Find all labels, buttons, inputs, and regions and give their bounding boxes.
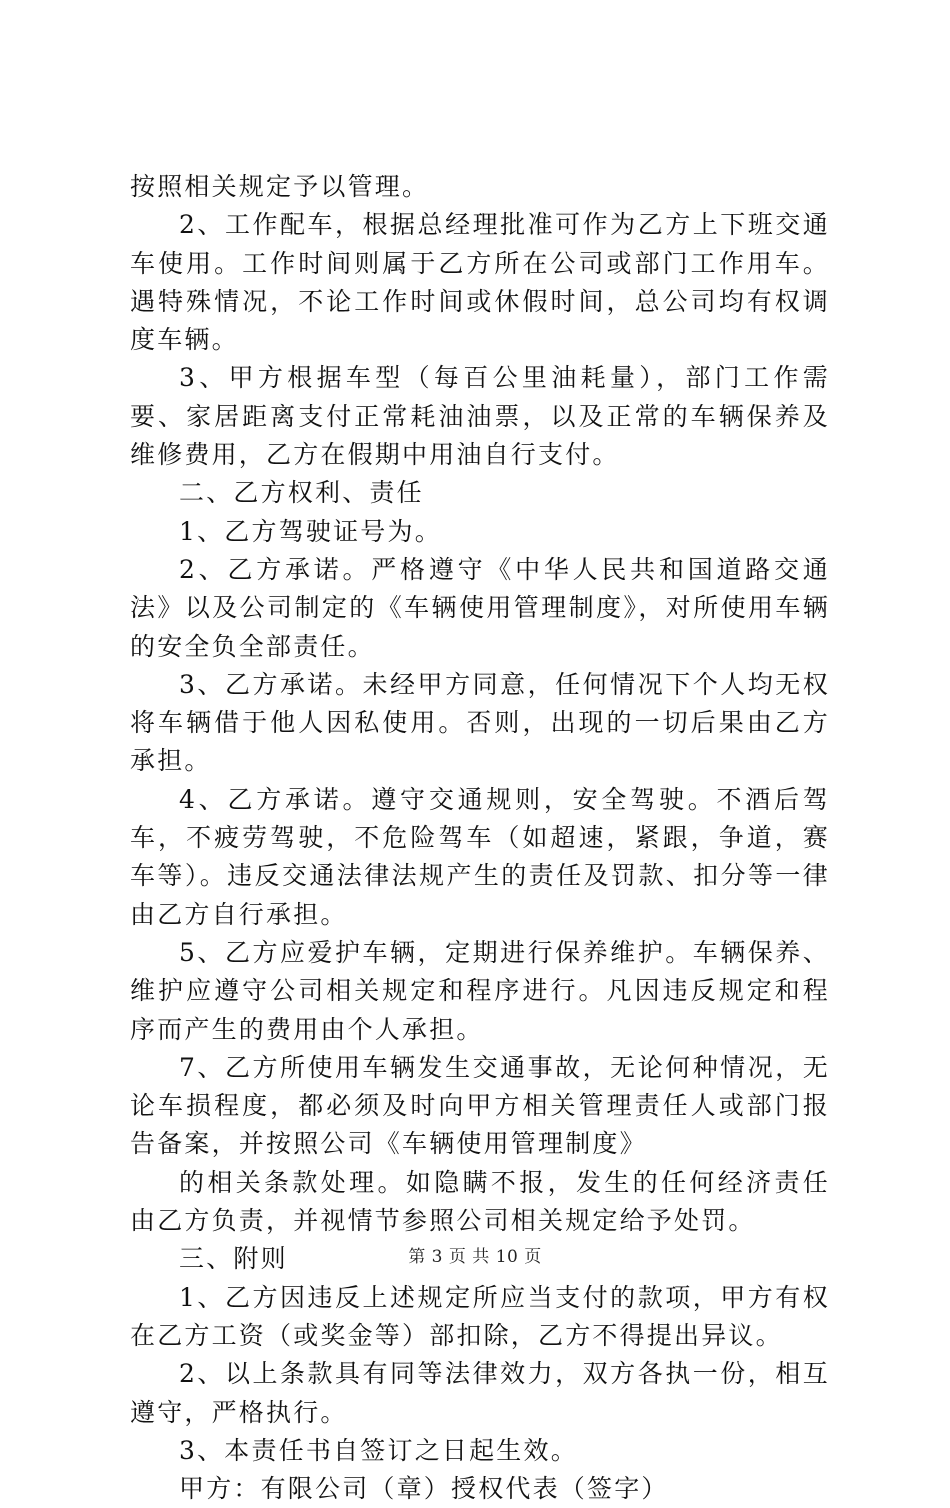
paragraph-b-clause-7-accidents: 7、乙方所使用车辆发生交通事故，无论何种情况，无论车损程度，都必须及时向甲方相关管理责任人或部门报告备案，并按照公司《车辆使用管理制度》 [130, 1052, 830, 1159]
signature-line-party-a: 甲方：有限公司（章）授权代表（签字） [179, 1474, 669, 1504]
paragraph-clause-2-vehicle-allocation: 2、工作配车，根据总经理批准可作为乙方上下班交通车使用。工作时间则属于乙方所在公司或部门工作用车。遇特殊情况，不论工作时间或休假时间，总公司均有权调度车辆。 [130, 210, 830, 355]
paragraph-b-clause-7-continued: 的相关条款处理。如隐瞒不报，发生的任何经济责任由乙方负责，并视情节参照公司相关规定给予处罚。 [130, 1167, 830, 1236]
paragraph-continuation: 按照相关规定予以管理。 [130, 172, 430, 201]
paragraph-b-clause-3-no-lending: 3、乙方承诺。未经甲方同意，任何情况下个人均无权将车辆借于他人因私使用。否则，出现的一切后果由乙方承担。 [130, 669, 830, 776]
paragraph-c-clause-1-deductions: 1、乙方因违反上述规定所应当支付的款项，甲方有权在乙方工资（或奖金等）部扣除，乙方不得提出异议。 [130, 1282, 830, 1350]
paragraph-b-clause-1-license: 1、乙方驾驶证号为。 [179, 516, 442, 546]
paragraph-c-clause-2-legal-effect: 2、以上条款具有同等法律效力，双方各执一份，相互遵守，严格执行。 [130, 1359, 830, 1427]
paragraph-b-clause-2-compliance: 2、乙方承诺。严格遵守《中华人民共和国道路交通法》以及公司制定的《车辆使用管理制度》，对所使用车辆的安全负全部责任。 [130, 554, 830, 661]
document-body [130, 168, 830, 1508]
paragraph-c-clause-3-effective-date: 3、本责任书自签订之日起生效。 [179, 1435, 578, 1465]
paragraph-clause-3-fuel-costs: 3、甲方根据车型（每百公里油耗量），部门工作需要、家居距离支付正常耗油油票，以及正常的车辆保养及维修费用，乙方在假期中用油自行支付。 [130, 363, 830, 470]
paragraph-b-clause-5-maintenance: 5、乙方应爱护车辆，定期进行保养维护。车辆保养、维护应遵守公司相关规定和程序进行。凡因违反规定和程序而产生的费用由个人承担。 [130, 937, 830, 1044]
paragraph-b-clause-4-safe-driving: 4、乙方承诺。遵守交通规则，安全驾驶。不酒后驾车，不疲劳驾驶，不危险驾车（如超速，紧跟，争道，赛车等）。违反交通法律法规产生的责任及罚款、扣分等一律由乙方自行承担。 [130, 784, 830, 929]
page-number-footer: 第 3 页 共 10 页 [408, 1247, 542, 1267]
section-heading-supplementary: 三、附则 [179, 1244, 288, 1274]
section-heading-party-b-rights: 二、乙方权利、责任 [179, 478, 424, 508]
